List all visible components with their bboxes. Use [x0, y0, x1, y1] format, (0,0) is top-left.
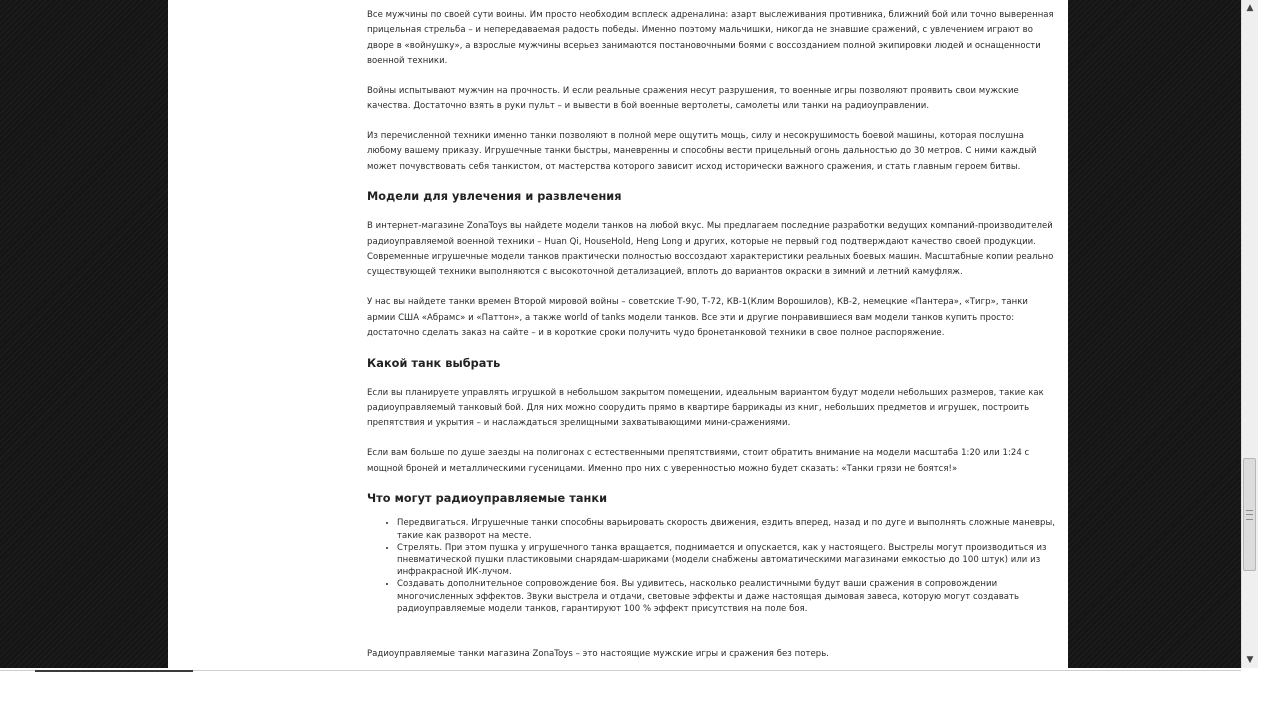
section-heading-capabilities: Что могут радиоуправляемые танки: [367, 492, 608, 506]
bottom-area: [0, 668, 1267, 724]
horizontal-scrollbar-thumb[interactable]: [35, 670, 193, 672]
capabilities-list: [367, 517, 1057, 615]
list-item: • Стрелять. При этом пушка у игрушечного танка вращается, поднимается и опускается, как у настоящего. Выстрелы могут производиться из пневматической пушки пластиковыми снарядам-шариками (модели снабжены автоматическими магазинами емкостью до 100 штук) или из инфракрасной ИК-лучом.: [397, 542, 1057, 579]
article-paragraph-7: Если вам больше по душе заезды на полигонах с естественными препятствиями, стоит обратить внимание на модели масштаба 1:20 или 1:24 с мощной броней и металлическими гусеницами. Именно про них с уверенностью можно будет сказать: «Танки грязи не боятся!»: [367, 448, 1030, 474]
article-paragraph-5: У нас вы найдете танки времен Второй мировой войны – советские Т-90, Т-72, КВ-1(Клим Ворошилов), КВ-2, немецкие «Пантера», «Тигр», танки армии США «Абрамс» и «Паттон», а также world of tanks модели танков. Все эти и другие понравившиеся вам модели танков купить просто: достаточно сделать заказ на сайте – и в короткие сроки получить чудо бронетанковой техники в свое полное распоряжение.: [367, 297, 1028, 338]
scrollbar-thumb[interactable]: [1243, 458, 1256, 571]
article-paragraph-2: Войны испытывают мужчин на прочность. И если реальные сражения несут разрушения, то военные игры позволяют проявить свои мужские качества. Достаточно взять в руки пульт – и вывести в бой военные вертолеты, самолеты или танки на радиоуправлении.: [367, 85, 1019, 112]
section-heading-choose: Какой танк выбрать: [367, 356, 501, 370]
list-item: • Создавать дополнительное сопровождение боя. Вы удивитесь, насколько реалистичными будут ваши сражения в сопровождении многочисленных эффектов. Звуки выстрела и отдачи, световые эффекты и даже настоящая дымовая завеса, которую могут создавать радиоуправляемые модели танков, гарантируют 100 % эффект присутствия на поле боя.: [397, 578, 1057, 615]
vertical-scrollbar[interactable]: [1241, 0, 1258, 668]
article-closing-paragraph: Радиоуправляемые танки магазина ZonaToys – это настоящие мужские игры и сражения без потерь.: [367, 649, 830, 660]
article-body: [367, 8, 1057, 668]
list-item: • Передвигаться. Игрушечные танки способны варьировать скорость движения, ездить вперед, назад и по дуге и выполнять сложные маневры, такие как разворот на месте.: [397, 517, 1057, 541]
article-paragraph-1: Все мужчины по своей сути воины. Им просто необходим всплеск адреналина: азарт выслеживания противника, ближний бой или точно выверенная прицельная стрельба – и непередаваемая радость победы. Именно поэтому мальчишки, никогда не знавшие сражений, с увлечением играют во дворе в «войнушку», а взрослые мужчины всерьез занимаются постановочными боями с воссозданием полной экипировки людей и оснащенности военной техники.: [367, 10, 1054, 66]
article-paragraph-3: Из перечисленной техники именно танки позволяют в полной мере ощутить мощь, силу и несокрушимость боевой машины, которая послушна любому вашему приказу. Игрушечные танки быстры, маневренны и способны вести прицельный огонь дальностью до 30 метров. С ними каждый может почувствовать себя танкистом, от мастерства которого зависит исход исторически важного сражения, и стать главным героем битвы.: [367, 130, 1037, 172]
page-content: [168, 0, 1068, 668]
section-heading-models: Модели для увлечения и развлечения: [367, 190, 622, 204]
article-paragraph-6: Если вы планируете управлять игрушкой в небольшом закрытом помещении, идеальным вариантом будут модели небольших размеров, такие как радиоуправляемый танковый бой. Для них можно соорудить прямо в квартире баррикады из книг, небольших предметов и игрушек, построить препятствия и укрытия – и наслаждаться зрелищными захватывающими мини-сражениями.: [367, 387, 1044, 429]
scroll-down-arrow-icon[interactable]: ▼: [1246, 655, 1254, 665]
scroll-up-arrow-icon[interactable]: ▲: [1246, 3, 1254, 13]
grip-icon: [1246, 510, 1253, 520]
article-paragraph-4: В интернет-магазине ZonaToys вы найдете модели танков на любой вкус. Мы предлагаем последние разработки ведущих компаний-производителей радиоуправляемой военной техники – Huan Qi, HouseHold, Heng Long и других, которые не первый год подтверждают качество своей продукции. Современные игрушечные модели танков практически полностью воссоздают характеристики реальных боевых машин. Масштабные копии реально существующей техники выполняются с высокоточной детализацией, вплоть до вариантов окраски в зимний и летний камуфляж.: [367, 221, 1054, 278]
